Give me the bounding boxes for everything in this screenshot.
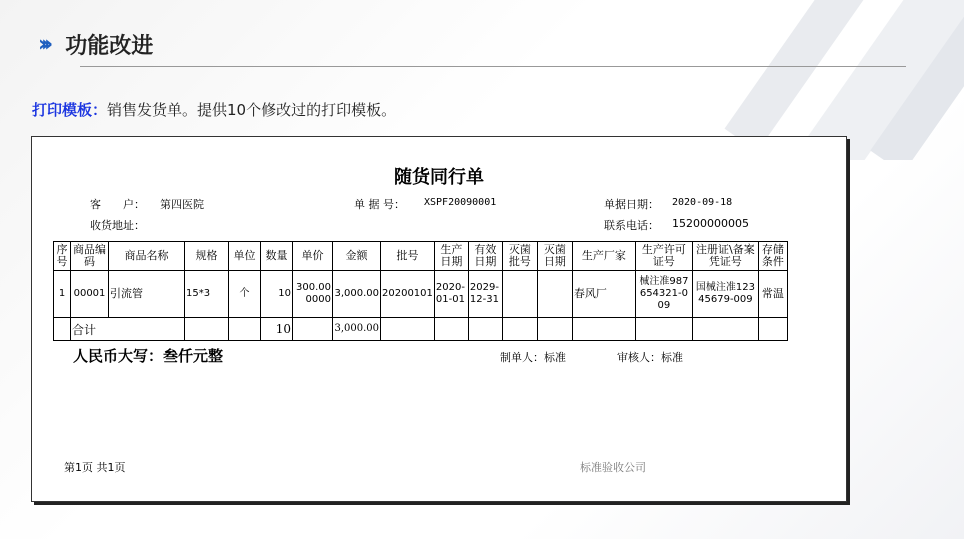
slide-title: 功能改进 xyxy=(65,33,154,59)
cell-name: 引流管 xyxy=(109,271,185,318)
col-header: 生产许可证号 xyxy=(635,242,692,271)
cell-steril-batch xyxy=(502,271,537,318)
col-header: 注册证\备案凭证号 xyxy=(692,242,758,271)
table-header-row xyxy=(54,242,788,271)
col-header: 批号 xyxy=(381,242,435,271)
slide-header xyxy=(38,26,153,62)
header-divider xyxy=(80,66,906,67)
intro-description: 销售发货单。提供10个修改过的打印模板。 xyxy=(107,101,397,119)
total-label: 合计 xyxy=(71,318,185,341)
col-header: 单位 xyxy=(229,242,261,271)
intro-label: 打印模板： xyxy=(32,101,108,119)
chevron-right-icon: ››› xyxy=(38,31,48,57)
col-header: 存储条件 xyxy=(758,242,787,271)
rmb-amount-words: 人民币大写：叁仟元整 xyxy=(73,347,224,365)
cell-spec: 15*3 xyxy=(185,271,229,318)
col-header: 金额 xyxy=(333,242,381,271)
page-info: 第1页 共1页 xyxy=(64,461,126,474)
date-label: 单据日期： xyxy=(604,198,659,211)
date-value: 2020-09-18 xyxy=(672,197,733,208)
docno-label: 单 据 号： xyxy=(354,198,405,211)
cell-price: 300.000000 xyxy=(293,271,333,318)
col-header: 规格 xyxy=(185,242,229,271)
reviewer-signature: 审核人：标准 xyxy=(617,351,683,364)
col-header: 数量 xyxy=(261,242,293,271)
company-name: 标准验收公司 xyxy=(580,461,646,474)
cell-amount: 3,000.00 xyxy=(333,271,381,318)
cell-exp-date: 2029-12-31 xyxy=(468,271,502,318)
cell-prod-date: 2020-01-01 xyxy=(434,271,468,318)
col-header: 有效日期 xyxy=(468,242,502,271)
cell-qty: 10 xyxy=(261,271,293,318)
col-header: 单价 xyxy=(293,242,333,271)
col-header: 生产日期 xyxy=(434,242,468,271)
maker-signature: 制单人：标准 xyxy=(500,351,566,364)
cell-registration: 国械注准12345679-009 xyxy=(692,271,758,318)
total-qty: 10 xyxy=(261,318,293,341)
col-header: 商品编码 xyxy=(71,242,109,271)
col-header: 灭菌批号 xyxy=(502,242,537,271)
total-row xyxy=(54,318,788,341)
print-preview-document xyxy=(31,136,847,502)
docno-value: XSPF20090001 xyxy=(424,197,497,208)
cell-maker: 春风厂 xyxy=(572,271,635,318)
cell-steril-date xyxy=(537,271,572,318)
cell-storage: 常温 xyxy=(758,271,787,318)
cell-seq: 1 xyxy=(54,271,71,318)
col-header: 序号 xyxy=(54,242,71,271)
total-amount: 3,000.00 xyxy=(333,318,381,341)
cell-license: 械注准987654321-009 xyxy=(635,271,692,318)
cell-code: 00001 xyxy=(71,271,109,318)
customer-label: 客 户： xyxy=(90,198,145,211)
col-header: 灭菌日期 xyxy=(537,242,572,271)
customer-value: 第四医院 xyxy=(160,198,204,211)
intro-text xyxy=(32,99,396,120)
col-header: 生产厂家 xyxy=(572,242,635,271)
address-label: 收货地址： xyxy=(90,219,145,232)
document-title: 随货同行单 xyxy=(394,167,484,188)
items-table xyxy=(53,241,788,341)
cell-unit: 个 xyxy=(229,271,261,318)
col-header: 商品名称 xyxy=(109,242,185,271)
phone-value: 15200000005 xyxy=(672,217,749,230)
table-row xyxy=(54,271,788,318)
cell-batch: 20200101 xyxy=(381,271,435,318)
phone-label: 联系电话： xyxy=(604,219,659,232)
